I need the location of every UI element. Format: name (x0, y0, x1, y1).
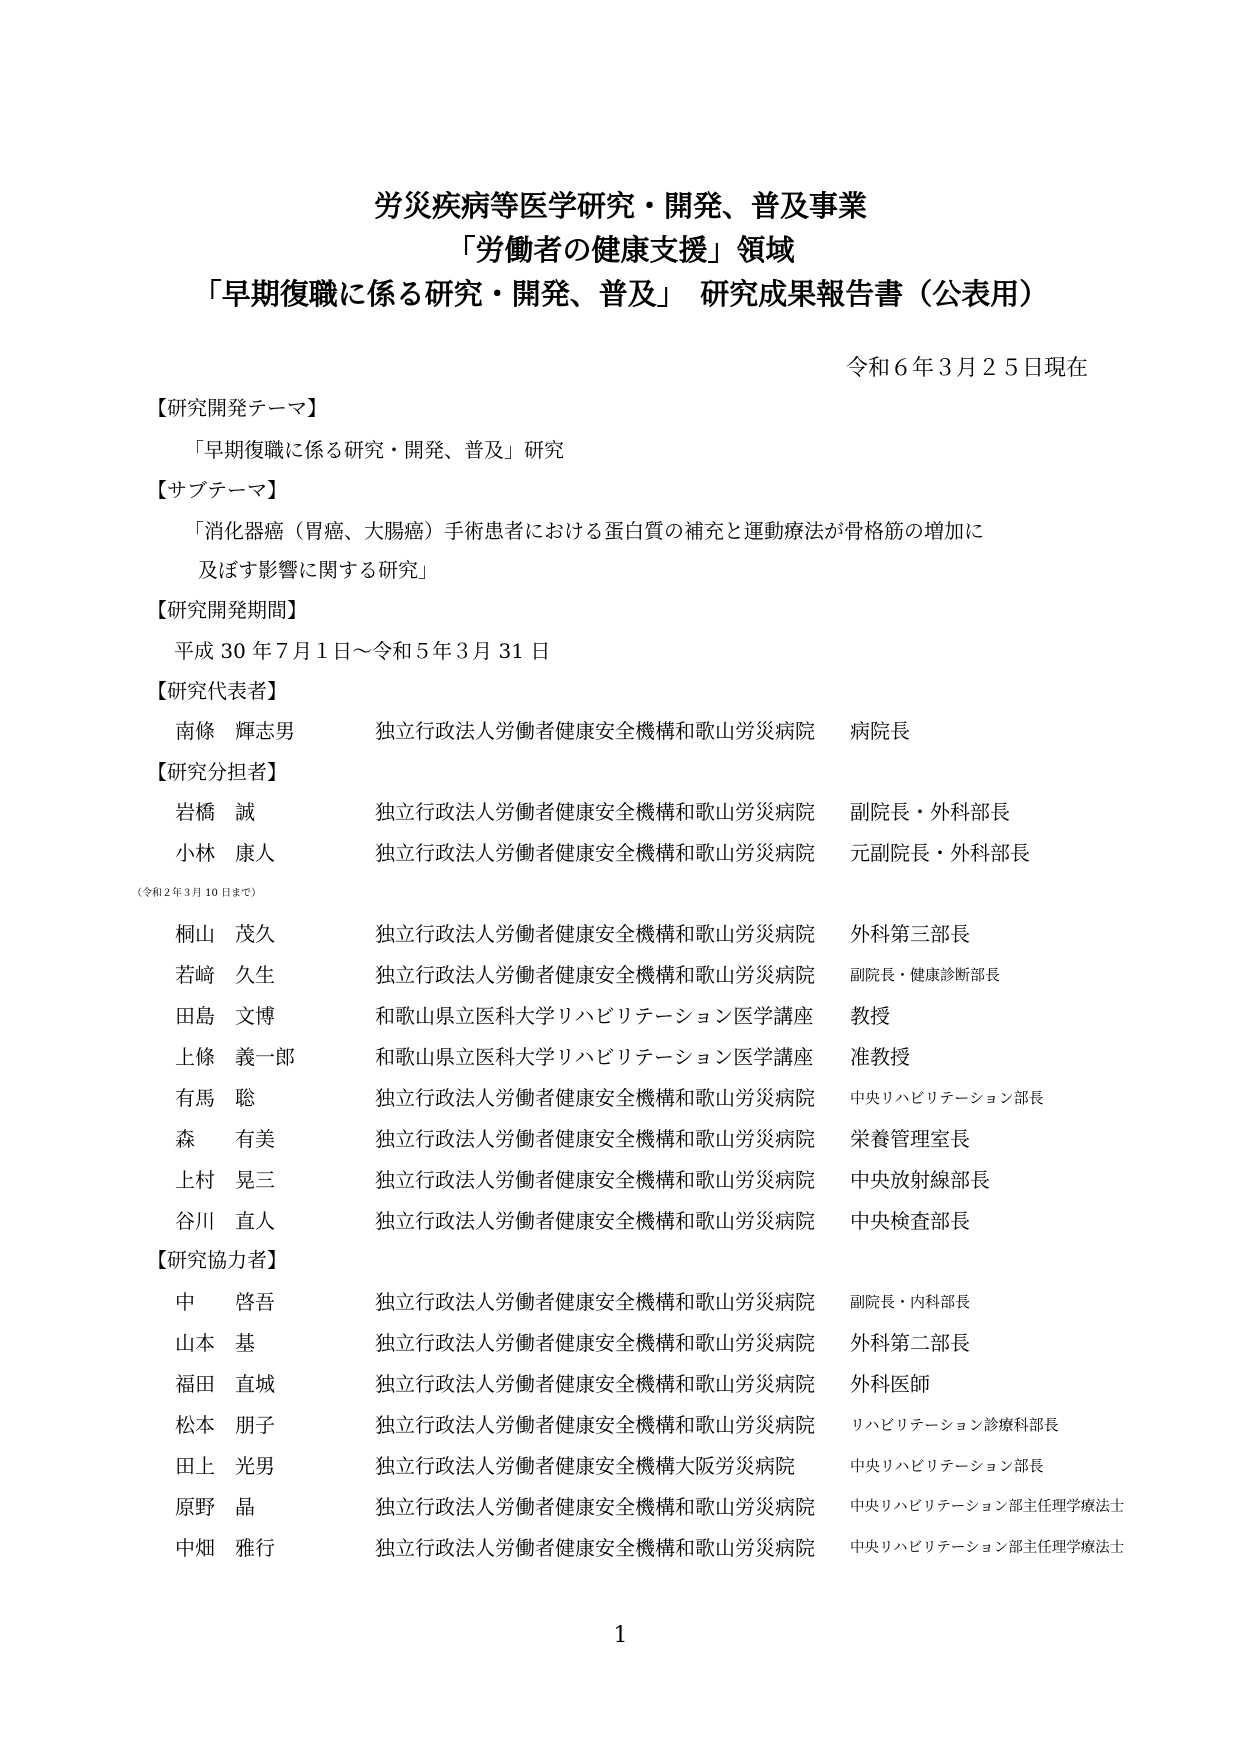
theme-heading: 【研究開発テーマ】 (147, 396, 327, 420)
member-org: 独立行政法人労働者健康安全機構和歌山労災病院 (375, 1127, 815, 1151)
member-row (0, 1451, 1241, 1481)
member-org: 独立行政法人労働者健康安全機構和歌山労災病院 (375, 1495, 815, 1519)
member-org: 独立行政法人労働者健康安全機構和歌山労災病院 (375, 1086, 815, 1110)
member-role: 外科第二部長 (850, 1331, 970, 1355)
member-org: 和歌山県立医科大学リハビリテーション医学講座 (375, 1004, 814, 1028)
member-role: 元副院長・外科部長 (850, 841, 1030, 865)
member-row (0, 1165, 1241, 1195)
theme-text: 「早期復職に係る研究・開発、普及」研究 (184, 438, 564, 462)
subtheme-text-line-2: 及ぼす影響に関する研究」 (198, 558, 438, 582)
member-org: 独立行政法人労働者健康安全機構和歌山労災病院 (375, 1331, 815, 1355)
member-role: リハビリテーション診療科部長 (850, 1416, 1059, 1434)
page-number: 1 (613, 1623, 628, 1648)
member-row (0, 1124, 1241, 1154)
member-name: 有馬 聡 (175, 1086, 255, 1110)
title-line-1: 労災疾病等医学研究・開発、普及事業 (373, 189, 867, 223)
period-text: 平成 30 年７月１日～令和５年３月 31 日 (174, 639, 551, 663)
member-row (0, 1206, 1241, 1236)
member-name: 森 有美 (175, 1127, 275, 1151)
title-line-3: 「早期復職に係る研究・開発、普及」 研究成果報告書（公表用） (192, 277, 1049, 311)
cooperators-heading: 【研究協力者】 (147, 1248, 287, 1272)
member-org: 独立行政法人労働者健康安全機構和歌山労災病院 (375, 1209, 815, 1233)
representative-heading: 【研究代表者】 (147, 679, 287, 703)
member-org: 独立行政法人労働者健康安全機構和歌山労災病院 (375, 1290, 815, 1314)
member-org: 独立行政法人労働者健康安全機構和歌山労災病院 (375, 1536, 815, 1560)
member-row (0, 1369, 1241, 1399)
member-role: 副院長・外科部長 (850, 800, 1010, 824)
subtheme-text-line-1: 「消化器癌（胃癌、大腸癌）手術患者における蛋白質の補充と運動療法が骨格筋の増加に (184, 519, 984, 543)
report-date: 令和６年３月２５日現在 (845, 356, 1088, 381)
member-org: 独立行政法人労働者健康安全機構和歌山労災病院 (375, 719, 815, 743)
member-org: 独立行政法人労働者健康安全機構和歌山労災病院 (375, 800, 815, 824)
member-role: 栄養管理室長 (850, 1127, 970, 1151)
member-row (0, 1287, 1241, 1317)
member-org: 独立行政法人労働者健康安全機構大阪労災病院 (375, 1454, 795, 1478)
member-name: 原野 晶 (175, 1495, 255, 1519)
member-row (0, 1083, 1241, 1113)
member-role: 准教授 (850, 1045, 910, 1069)
member-role: 中央リハビリテーション部主任理学療法士 (850, 1499, 1125, 1515)
member-role: 病院長 (850, 719, 910, 743)
member-row (0, 1533, 1241, 1563)
member-row (0, 716, 1241, 746)
period-heading: 【研究開発期間】 (147, 598, 307, 622)
member-name: 田上 光男 (175, 1454, 275, 1478)
title-line-2: 「労働者の健康支援」領域 (446, 233, 795, 267)
member-name: 田島 文博 (175, 1004, 275, 1028)
member-role: 中央検査部長 (850, 1209, 970, 1233)
member-name: 松本 朋子 (175, 1413, 275, 1437)
member-name: 谷川 直人 (175, 1209, 275, 1233)
member-name: 福田 直城 (175, 1372, 275, 1396)
subtheme-heading: 【サブテーマ】 (147, 478, 287, 502)
member-name: 小林 康人 (175, 841, 275, 865)
member-row (0, 1492, 1241, 1522)
member-row (0, 797, 1241, 827)
member-name: 桐山 茂久 (175, 922, 275, 946)
member-name: 中 啓吾 (175, 1290, 275, 1314)
member-org: 独立行政法人労働者健康安全機構和歌山労災病院 (375, 1168, 815, 1192)
member-role: 外科医師 (850, 1372, 930, 1396)
member-role: 中央リハビリテーション部長 (850, 1457, 1044, 1475)
member-name: 上條 義一郎 (175, 1045, 295, 1069)
member-role: 副院長・健康診断部長 (850, 966, 1001, 984)
member-org: 独立行政法人労働者健康安全機構和歌山労災病院 (375, 1372, 815, 1396)
member-row (0, 1410, 1241, 1440)
member-name: 上村 晃三 (175, 1168, 275, 1192)
member-row (0, 838, 1241, 868)
member-row (0, 960, 1241, 990)
member-role: 教授 (850, 1004, 890, 1028)
member-name: 中畑 雅行 (175, 1536, 275, 1560)
member-name: 若﨑 久生 (175, 963, 275, 987)
member-name: 山本 基 (175, 1331, 255, 1355)
member-role: 中央リハビリテーション部主任理学療法士 (850, 1540, 1125, 1556)
member-role: 中央放射線部長 (850, 1168, 990, 1192)
member-org: 独立行政法人労働者健康安全機構和歌山労災病院 (375, 922, 815, 946)
member-role: 副院長・内科部長 (850, 1293, 971, 1311)
member-role: 外科第三部長 (850, 922, 970, 946)
member-row (0, 919, 1241, 949)
member-row (0, 1042, 1241, 1072)
member-org: 独立行政法人労働者健康安全機構和歌山労災病院 (375, 963, 815, 987)
member-note: （令和２年３月 10 日まで） (132, 888, 262, 899)
member-row (0, 1001, 1241, 1031)
member-org: 独立行政法人労働者健康安全機構和歌山労災病院 (375, 1413, 815, 1437)
member-org: 和歌山県立医科大学リハビリテーション医学講座 (375, 1045, 814, 1069)
member-name: 南條 輝志男 (175, 719, 295, 743)
sharing-heading: 【研究分担者】 (147, 760, 287, 784)
member-row (0, 1328, 1241, 1358)
member-role: 中央リハビリテーション部長 (850, 1089, 1044, 1107)
member-name: 岩橋 誠 (175, 800, 255, 824)
member-org: 独立行政法人労働者健康安全機構和歌山労災病院 (375, 841, 815, 865)
